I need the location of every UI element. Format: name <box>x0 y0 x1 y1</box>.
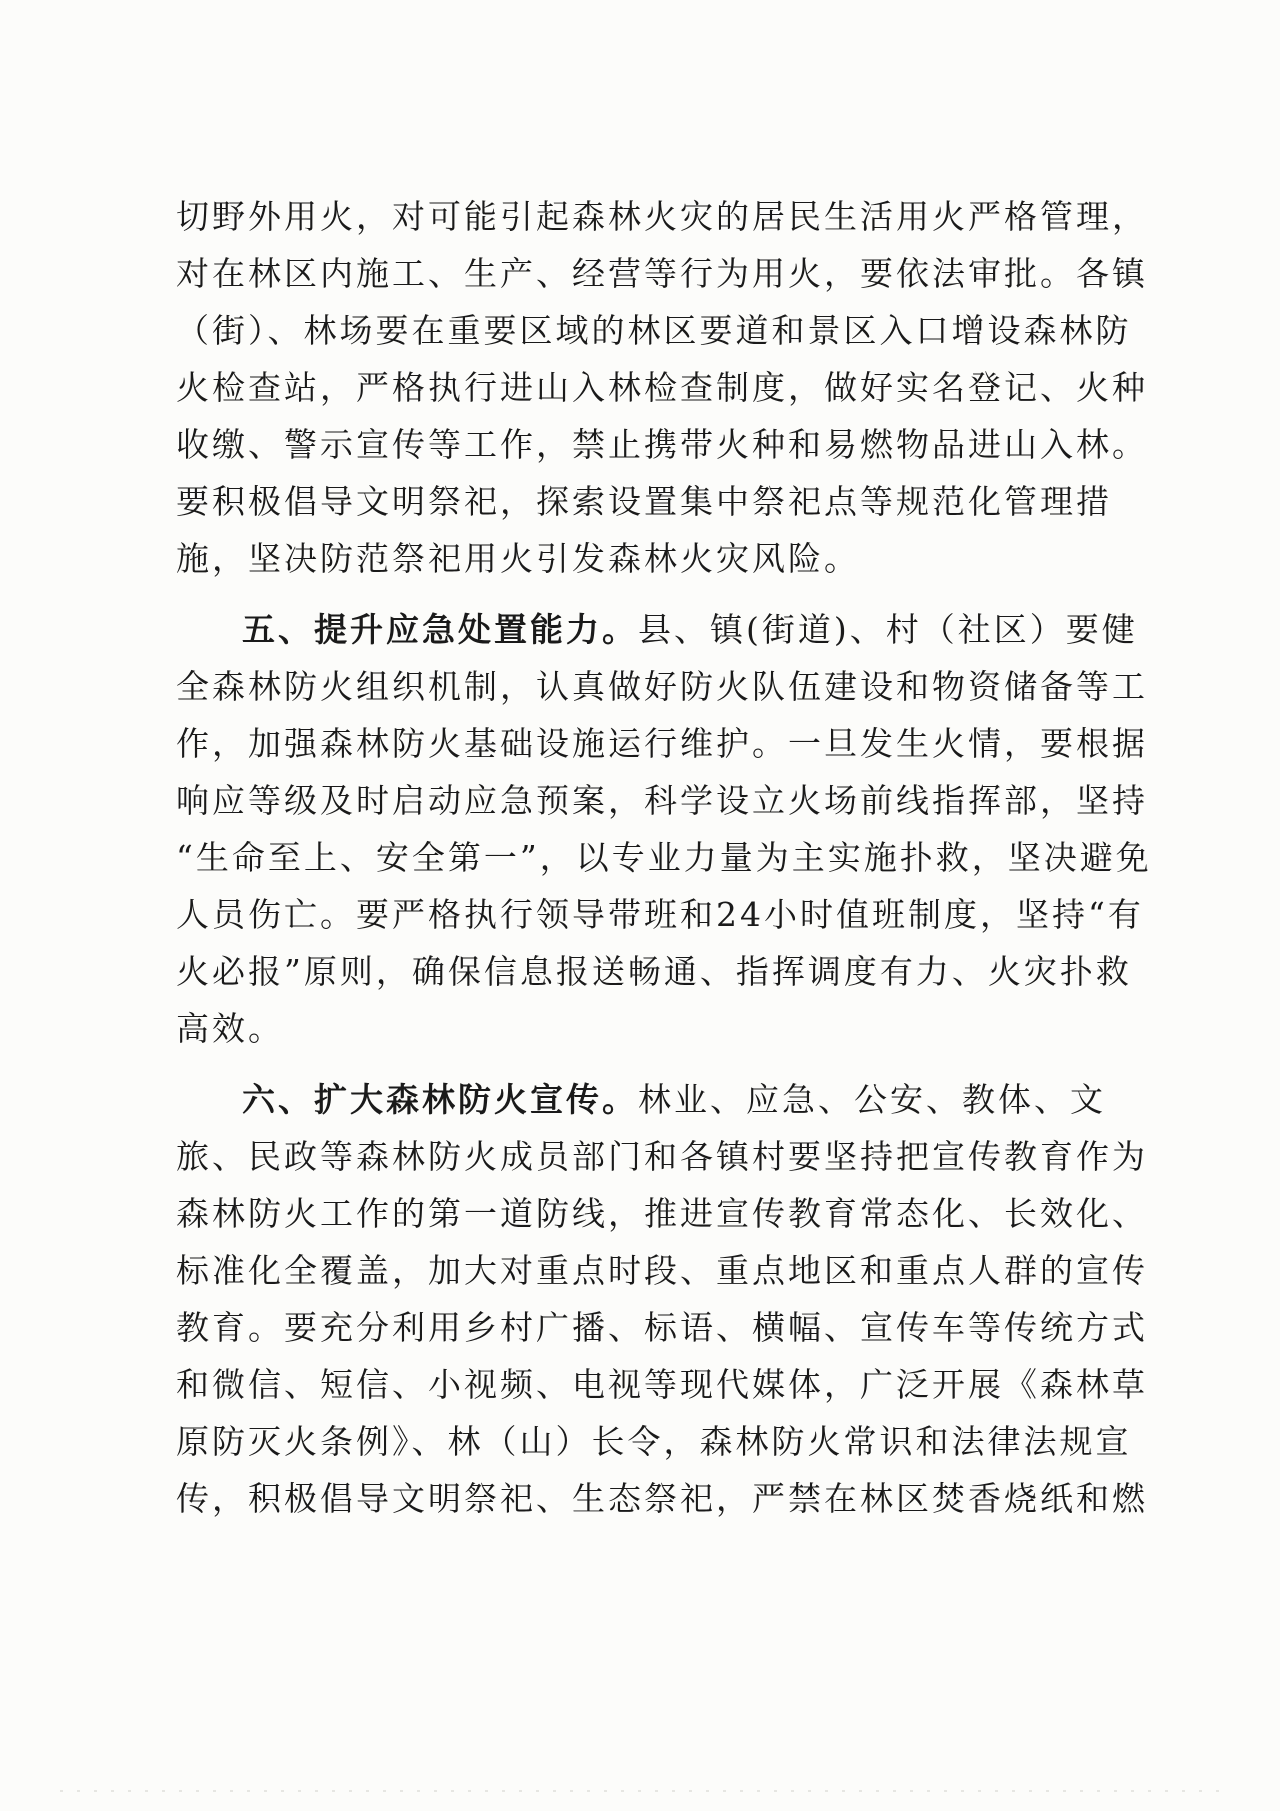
section-first-line-text: 县、镇(街道)、村（社区）要健 <box>638 610 1138 649</box>
section-first-line <box>176 601 1136 658</box>
scan-noise <box>60 1790 1220 1792</box>
section-first-line-text: 林业、应急、公安、教体、文 <box>638 1080 1106 1119</box>
text-line: 全森林防火组织机制，认真做好防火队伍建设和物资储备等工 <box>176 667 1148 706</box>
text-line: 旅、民政等森林防火成员部门和各镇村要坚持把宣传教育作为 <box>176 1137 1148 1176</box>
section-heading: 五、提升应急处置能力。 <box>242 610 638 649</box>
text-line: 对在林区内施工、生产、经营等行为用火，要依法审批。各镇 <box>176 254 1148 293</box>
paragraph-fire-control <box>176 188 1148 587</box>
text-line: 火必报”原则，确保信息报送畅通、指挥调度有力、火灾扑救 <box>176 952 1132 991</box>
text-line: 人员伤亡。要严格执行领导带班和24小时值班制度，坚持“有 <box>176 895 1144 934</box>
text-line: 和微信、短信、小视频、电视等现代媒体，广泛开展《森林草 <box>176 1365 1148 1404</box>
text-line: （街）、林场要在重要区域的林区要道和景区入口增设森林防 <box>176 311 1132 350</box>
document-body <box>176 188 1152 1527</box>
text-line: 响应等级及时启动应急预案，科学设立火场前线指挥部，坚持 <box>176 781 1148 820</box>
section-first-line <box>176 1071 1136 1128</box>
text-line: 作，加强森林防火基础设施运行维护。一旦发生火情，要根据 <box>176 724 1148 763</box>
text-line: 切野外用火，对可能引起森林火灾的居民生活用火严格管理， <box>176 197 1148 236</box>
section-emergency-response <box>176 601 1152 1057</box>
text-line: 施，坚决防范祭祀用火引发森林火灾风险。 <box>176 539 860 578</box>
text-line: 教育。要充分利用乡村广播、标语、横幅、宣传车等传统方式 <box>176 1308 1148 1347</box>
section-fire-prevention-publicity <box>176 1071 1148 1527</box>
section-heading: 六、扩大森林防火宣传。 <box>242 1080 638 1119</box>
text-line: 标准化全覆盖，加大对重点时段、重点地区和重点人群的宣传 <box>176 1251 1148 1290</box>
text-line: 传，积极倡导文明祭祀、生态祭祀，严禁在林区焚香烧纸和燃 <box>176 1479 1148 1518</box>
text-line: 森林防火工作的第一道防线，推进宣传教育常态化、长效化、 <box>176 1194 1148 1233</box>
text-line: 要积极倡导文明祭祀，探索设置集中祭祀点等规范化管理措 <box>176 482 1112 521</box>
text-line: “生命至上、安全第一”，以专业力量为主实施扑救，坚决避免 <box>176 838 1152 877</box>
text-line: 收缴、警示宣传等工作，禁止携带火种和易燃物品进山入林。 <box>176 425 1148 464</box>
text-line: 原防灭火条例》、林（山）长令，森林防火常识和法律法规宣 <box>176 1422 1132 1461</box>
text-line: 高效。 <box>176 1009 284 1048</box>
text-line: 火检查站，严格执行进山入林检查制度，做好实名登记、火种 <box>176 368 1148 407</box>
